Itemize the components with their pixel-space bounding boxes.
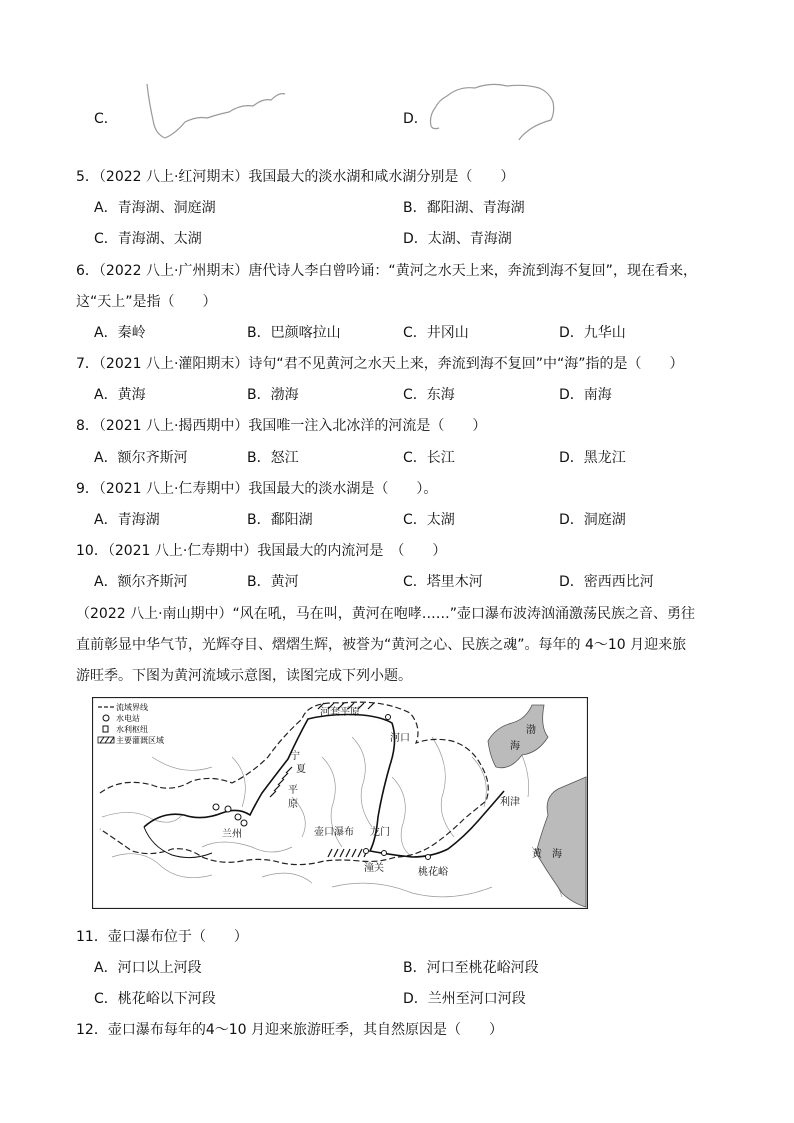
q8-option-a: A．额尔齐斯河 [94,450,188,466]
option-d-label: D． [403,111,428,127]
q11-option-d: D．兰州至河口河段 [403,991,526,1007]
q6-option-c: C．井冈山 [403,325,469,341]
label-taohuayu: 桃花峪 [418,867,448,878]
q6-option-b: B．巴颜喀拉山 [247,325,341,341]
q10-option-c: C．塔里木河 [403,574,483,590]
label-lanzhou: 兰州 [222,829,242,840]
label-ningxia-2: 夏 [296,764,306,775]
q11-option-b: B．河口至桃花峪河段 [403,960,539,976]
legend-basin-boundary: 流域界线 [116,703,148,712]
q7-option-b: B．渤海 [247,387,299,403]
passage-line-1: （2022 八上·南山期中）“风在吼，马在叫，黄河在咆哮……”壶口瀑布波涛汹涌激荡民族之音、勇往 [76,606,696,622]
question-9-stem: 9．（2021 八上·仁寿期中）我国最大的淡水湖是（ ）。 [76,481,438,497]
q6-option-d: D．九华山 [559,325,626,341]
option-d-outline [425,78,560,146]
question-8-stem: 8．（2021 八上·揭西期中）我国唯一注入北冰洋的河流是（ ） [76,418,487,434]
label-longmen: 龙门 [370,827,390,838]
label-ningxia-1: 宁 [290,751,300,762]
question-6-stem-line2: 这“天上”是指（ ） [76,294,217,310]
passage-line-2: 直前彰显中华气节，光辉夺目、熠熠生辉，被誉为“黄河之心、民族之魂”。每年的 4～10 月迎来旅 [76,637,687,653]
legend-water-hub: 水利枢纽 [116,725,148,734]
q5-option-a: A．青海湖、洞庭湖 [94,200,216,216]
q7-option-a: A．黄海 [94,387,146,403]
q7-option-d: D．南海 [559,387,612,403]
question-10-stem: 10．（2021 八上·仁寿期中）我国最大的内流河是 （ ） [76,543,447,559]
q11-option-c: C．桃花峪以下河段 [94,991,216,1007]
q8-option-b: B．怒江 [247,450,299,466]
q10-option-b: B．黄河 [247,574,299,590]
question-7-stem: 7．（2021 八上·灌阳期末）诗句“君不见黄河之水天上来，奔流到海不复回”中“海”指的是（ ） [76,356,684,372]
q7-option-c: C．东海 [403,387,455,403]
q8-option-c: C．长江 [403,450,455,466]
q10-option-a: A．额尔齐斯河 [94,574,188,590]
question-6-stem-line1: 6．（2022 八上·广州期末）唐代诗人李白曾吟诵：“黄河之水天上来，奔流到海不复回”，现在看来， [76,263,697,279]
question-5-stem: 5．（2022 八上·红河期末）我国最大的淡水湖和咸水湖分别是（ ） [76,169,515,185]
q5-option-d: D．太湖、青海湖 [403,231,512,247]
label-hekou: 河口 [390,733,410,744]
q10-option-d: D．密西西比河 [559,574,654,590]
q9-option-d: D．洞庭湖 [559,512,626,528]
q9-option-c: C．太湖 [403,512,455,528]
label-tongguan: 潼关 [364,863,384,874]
label-huanghai: 黄 海 [532,849,562,860]
q5-option-b: B．鄱阳湖、青海湖 [403,200,525,216]
label-lijin: 利津 [500,797,520,808]
legend-irrigation-area: 主要灌溉区域 [116,736,164,745]
question-12-stem: 12．壶口瀑布每年的4～10 月迎来旅游旺季，其自然原因是（ ） [76,1022,503,1038]
question-11-stem: 11．壶口瀑布位于（ ） [76,929,248,945]
q11-option-a: A．河口以上河段 [94,960,202,976]
option-c-label: C． [94,111,118,127]
yellow-river-basin-map [92,697,588,909]
label-bohai-2: 海 [510,741,520,752]
q6-option-a: A．秦岭 [94,325,146,341]
q9-option-b: B．鄱阳湖 [247,512,313,528]
option-c-outline [145,82,295,142]
passage-line-3: 游旺季。下图为黄河流域示意图，读图完成下列小题。 [76,668,412,684]
label-pingyuan-1: 平 [288,785,298,796]
q8-option-d: D．黑龙江 [559,450,626,466]
label-hukou-waterfall: 壶口瀑布 [314,827,354,838]
label-hetao-plain: 河套平原 [320,707,360,718]
label-pingyuan-2: 原 [288,799,298,810]
q9-option-a: A．青海湖 [94,512,160,528]
label-bohai-1: 渤 [526,725,536,736]
q5-option-c: C．青海湖、太湖 [94,231,202,247]
legend-hydro-station: 水电站 [116,714,140,723]
